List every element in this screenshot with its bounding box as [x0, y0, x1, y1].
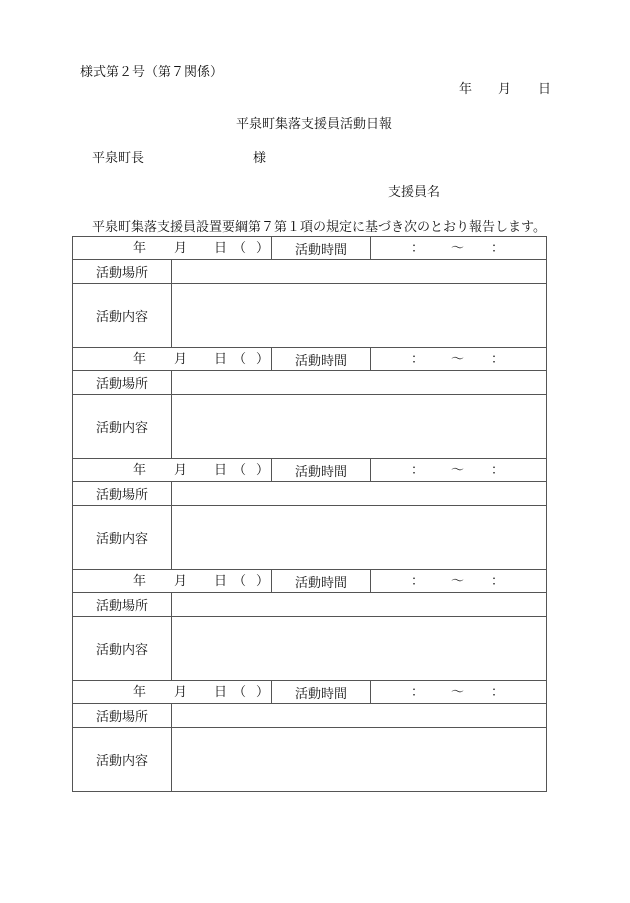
- time-label: 活動時間: [294, 686, 347, 702]
- start-colon: ：: [411, 463, 425, 478]
- time-label-cell: [272, 681, 371, 704]
- month-label: 月: [174, 685, 188, 700]
- time-label: 活動時間: [294, 242, 347, 258]
- start-colon: ：: [411, 352, 425, 367]
- year-label: 年: [133, 241, 147, 256]
- paren-open: （: [233, 241, 247, 256]
- content-input-cell[interactable]: [172, 395, 547, 459]
- time-label: 活動時間: [294, 464, 347, 480]
- content-input-cell[interactable]: [172, 617, 547, 681]
- place-label-cell: [73, 704, 172, 728]
- time-range-cell[interactable]: [371, 570, 547, 593]
- place-label: 活動場所: [95, 488, 148, 503]
- content-label-cell: [73, 617, 172, 681]
- paren-close: ）: [256, 685, 270, 700]
- activity-report-table: [72, 236, 547, 792]
- content-label: 活動内容: [95, 421, 148, 436]
- date-cell[interactable]: [73, 459, 272, 482]
- place-label: 活動場所: [95, 599, 148, 614]
- content-label-cell: [73, 284, 172, 348]
- date-cell[interactable]: [73, 237, 272, 260]
- time-label: 活動時間: [294, 353, 347, 369]
- place-row: [73, 593, 547, 617]
- time-label-cell: [272, 570, 371, 593]
- month-label: 月: [174, 241, 188, 256]
- year-label: 年: [133, 463, 147, 478]
- place-row: [73, 704, 547, 728]
- addressee-honorific: 様: [253, 151, 267, 166]
- date-row: [73, 348, 547, 371]
- content-label: 活動内容: [95, 532, 148, 547]
- end-colon: ：: [491, 463, 505, 478]
- day-label: 日: [214, 352, 228, 367]
- end-colon: ：: [491, 685, 505, 700]
- date-row: [73, 570, 547, 593]
- day-label: 日: [214, 685, 228, 700]
- end-colon: ：: [491, 241, 505, 256]
- place-label: 活動場所: [95, 266, 148, 281]
- place-label-cell: [73, 482, 172, 506]
- date-cell[interactable]: [73, 348, 272, 371]
- start-colon: ：: [411, 685, 425, 700]
- content-label-cell: [73, 395, 172, 459]
- day-label: 日: [214, 463, 228, 478]
- year-label: 年: [133, 685, 147, 700]
- content-label: 活動内容: [95, 310, 148, 325]
- time-range-cell[interactable]: [371, 681, 547, 704]
- month-label: 月: [174, 352, 188, 367]
- supporter-name-label: 支援員名: [388, 185, 441, 200]
- place-input-cell[interactable]: [172, 593, 547, 617]
- time-range-cell[interactable]: [371, 348, 547, 371]
- place-input-cell[interactable]: [172, 704, 547, 728]
- place-label-cell: [73, 371, 172, 395]
- place-label: 活動場所: [95, 377, 148, 392]
- range-tilde: ～: [451, 352, 465, 367]
- place-row: [73, 482, 547, 506]
- content-input-cell[interactable]: [172, 506, 547, 570]
- time-label: 活動時間: [294, 575, 347, 591]
- time-range-cell[interactable]: [371, 237, 547, 260]
- range-tilde: ～: [451, 685, 465, 700]
- place-label-cell: [73, 593, 172, 617]
- start-colon: ：: [411, 241, 425, 256]
- date-row: [73, 459, 547, 482]
- place-label: 活動場所: [95, 710, 148, 725]
- time-label-cell: [272, 459, 371, 482]
- year-label: 年: [133, 574, 147, 589]
- date-day-label: 日: [538, 82, 552, 97]
- month-label: 月: [174, 463, 188, 478]
- place-label-cell: [73, 260, 172, 284]
- date-month-label: 月: [498, 82, 512, 97]
- content-label-cell: [73, 506, 172, 570]
- date-cell[interactable]: [73, 570, 272, 593]
- content-row: [73, 728, 547, 792]
- place-row: [73, 371, 547, 395]
- content-row: [73, 617, 547, 681]
- content-input-cell[interactable]: [172, 728, 547, 792]
- form-number: 様式第２号（第７関係）: [80, 65, 224, 80]
- month-label: 月: [174, 574, 188, 589]
- time-label-cell: [272, 237, 371, 260]
- end-colon: ：: [491, 352, 505, 367]
- place-input-cell[interactable]: [172, 260, 547, 284]
- day-label: 日: [214, 241, 228, 256]
- paren-open: （: [233, 574, 247, 589]
- date-row: [73, 681, 547, 704]
- content-label-cell: [73, 728, 172, 792]
- date-cell[interactable]: [73, 681, 272, 704]
- intro-text: 平泉町集落支援員設置要綱第７第１項の規定に基づき次のとおり報告します。: [92, 220, 546, 235]
- place-input-cell[interactable]: [172, 482, 547, 506]
- time-range-cell[interactable]: [371, 459, 547, 482]
- paren-close: ）: [256, 241, 270, 256]
- content-row: [73, 395, 547, 459]
- content-label: 活動内容: [95, 754, 148, 769]
- end-colon: ：: [491, 574, 505, 589]
- time-label-cell: [272, 348, 371, 371]
- place-input-cell[interactable]: [172, 371, 547, 395]
- range-tilde: ～: [451, 463, 465, 478]
- content-row: [73, 506, 547, 570]
- range-tilde: ～: [451, 241, 465, 256]
- range-tilde: ～: [451, 574, 465, 589]
- addressee-name: 平泉町長: [92, 151, 145, 166]
- document-title: 平泉町集落支援員活動日報: [236, 117, 393, 132]
- place-row: [73, 260, 547, 284]
- date-row: [73, 237, 547, 260]
- content-input-cell[interactable]: [172, 284, 547, 348]
- paren-close: ）: [256, 463, 270, 478]
- date-year-label: 年: [459, 82, 473, 97]
- start-colon: ：: [411, 574, 425, 589]
- paren-open: （: [233, 685, 247, 700]
- day-label: 日: [214, 574, 228, 589]
- year-label: 年: [133, 352, 147, 367]
- paren-close: ）: [256, 352, 270, 367]
- content-row: [73, 284, 547, 348]
- content-label: 活動内容: [95, 643, 148, 658]
- paren-close: ）: [256, 574, 270, 589]
- paren-open: （: [233, 463, 247, 478]
- paren-open: （: [233, 352, 247, 367]
